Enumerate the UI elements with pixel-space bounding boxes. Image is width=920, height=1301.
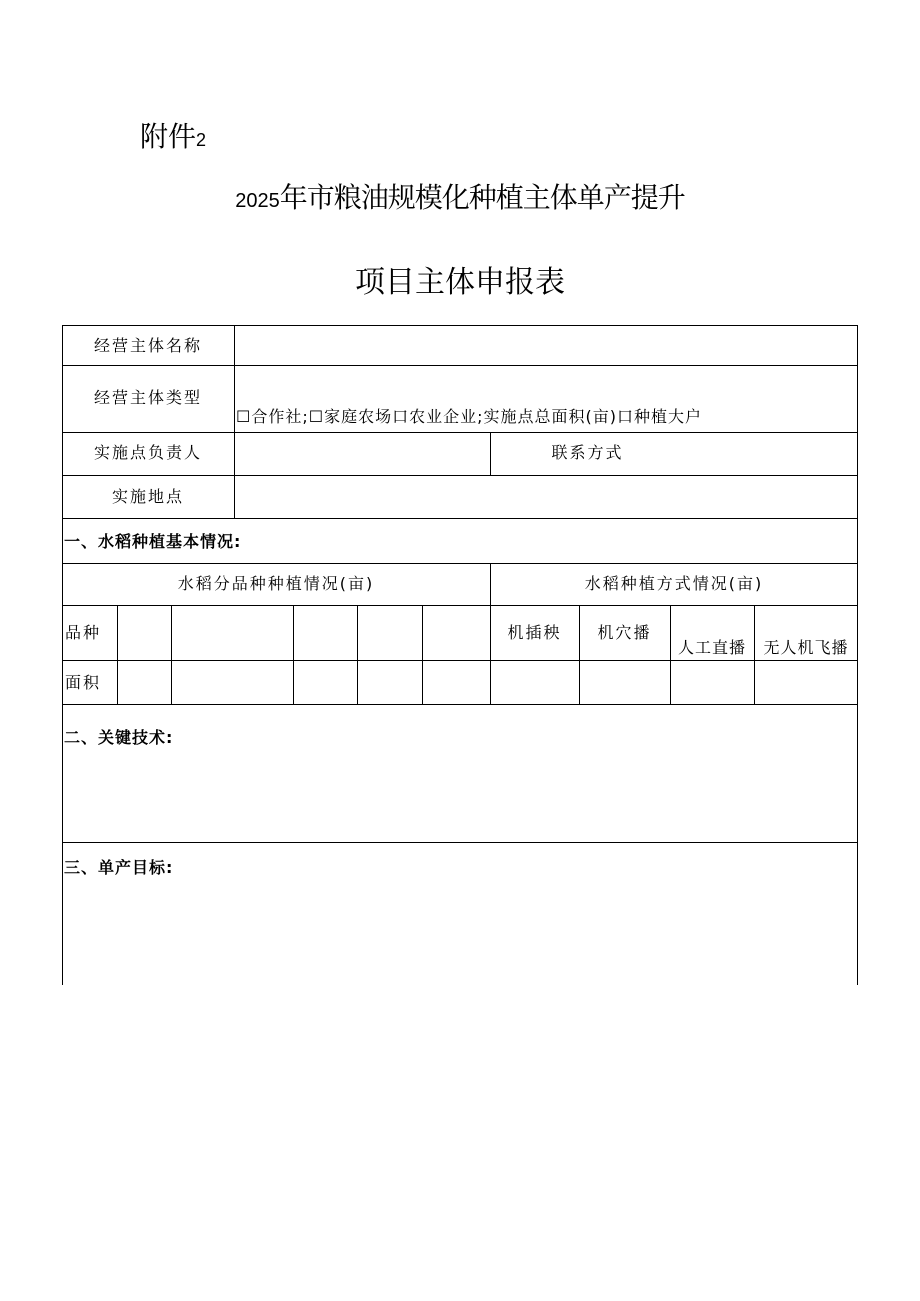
row-divider	[62, 842, 858, 843]
entity-name-label: 经营主体名称	[93, 336, 202, 355]
label-column-divider	[234, 325, 235, 518]
site-manager-label: 实施点负责人	[93, 443, 202, 462]
section-1-title: 一、水稻种植基本情况:	[64, 532, 242, 551]
section-3-title: 三、单产目标:	[64, 858, 174, 877]
site-location-label: 实施地点	[111, 487, 184, 506]
form-title-line-1	[0, 178, 920, 221]
grid-column-divider	[579, 605, 580, 704]
title-line-1-text: 年市粮油规模化种植主体单产提升	[279, 181, 685, 214]
method-machine-transplant: 机插秧	[507, 623, 562, 642]
area-row-label: 面积	[65, 673, 102, 692]
entity-type-label: 经营主体类型	[93, 388, 202, 407]
yield-target-field[interactable]	[64, 883, 856, 983]
grid-column-divider	[171, 605, 172, 704]
grid-column-divider	[293, 605, 294, 704]
row-divider	[62, 704, 858, 705]
form-title-line-2: 项目主体申报表	[355, 265, 565, 300]
site-location-field[interactable]	[236, 477, 855, 517]
attachment-label-text: 附件	[140, 120, 197, 153]
variety-row-label: 品种	[65, 623, 102, 642]
section-2-title: 二、关键技术:	[64, 728, 174, 747]
contact-label: 联系方式	[551, 443, 624, 462]
grid-column-divider	[117, 605, 118, 704]
application-form-table	[62, 325, 858, 985]
row-divider	[62, 563, 858, 564]
site-manager-field[interactable]	[236, 434, 488, 474]
grid-column-divider	[357, 605, 358, 704]
row-divider	[62, 605, 858, 606]
grid-column-divider	[422, 605, 423, 704]
attachment-label	[140, 118, 206, 159]
row-divider	[62, 518, 858, 519]
entity-type-options[interactable]: ☐合作社;☐家庭农场口农业企业;实施点总面积(亩)口种植大户	[236, 407, 702, 426]
key-technology-field[interactable]	[64, 751, 856, 839]
title-year: 2025	[235, 190, 280, 212]
method-machine-hole-seeding: 机穴播	[597, 623, 652, 642]
method-manual-direct-seeding: 人工直播	[677, 638, 746, 657]
table-border-left	[62, 325, 63, 985]
row-divider	[62, 432, 858, 433]
method-drone-seeding: 无人机飞播	[763, 638, 849, 657]
row-divider	[62, 660, 858, 661]
method-planting-header: 水稻种植方式情况(亩)	[584, 574, 764, 593]
row-divider	[62, 365, 858, 366]
variety-planting-header: 水稻分品种种植情况(亩)	[177, 574, 375, 593]
table-border-top	[62, 325, 858, 326]
row-divider	[62, 475, 858, 476]
entity-name-field[interactable]	[236, 327, 855, 364]
attachment-number: 2	[196, 130, 207, 150]
